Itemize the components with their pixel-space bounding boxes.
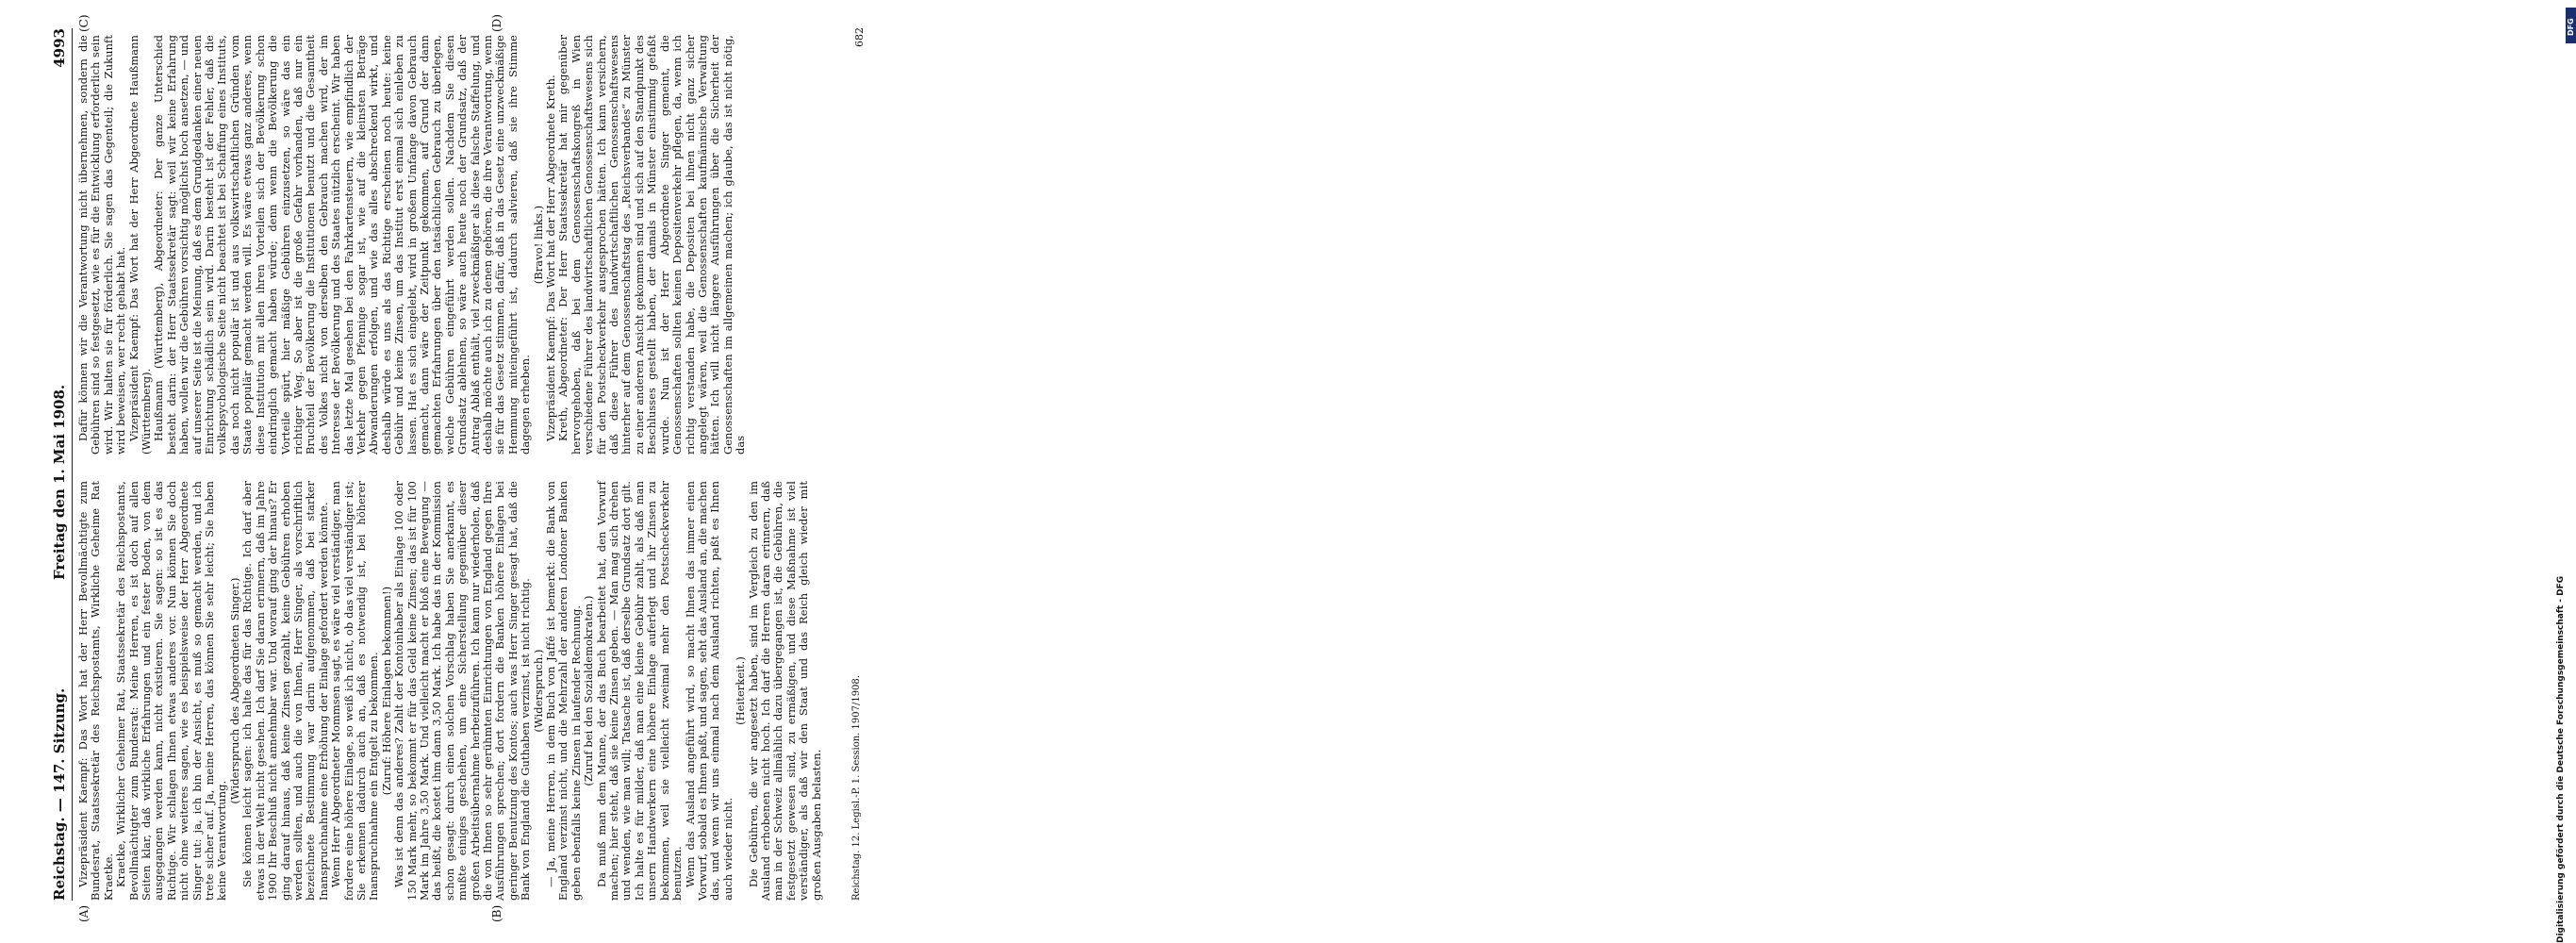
text-column-right xyxy=(77,35,748,455)
paragraph: Vizepräsident Kaempf: Das Wort hat der Herr Bevollmächtigte zum Bundesrat, Staatssekretär des Reichspostamts, Wirkliche Geheime Rat Kraetke. xyxy=(76,481,115,901)
header-session: Reichstag. — 147. Sitzung. xyxy=(51,687,68,901)
paragraph: (Zuruf bei den Sozialdemokraten.) xyxy=(582,595,596,786)
page-footer: Reichstag. 12. Legisl.-P. 1. Session. 1907/1908. xyxy=(851,675,862,901)
paragraph: (Widerspruch.) xyxy=(531,649,545,733)
paragraph: Wenn das Ausland angeführt wird, so macht Ihnen das immer einen Vorwurf, sobald es Ihnen paßt, und sagen, seht das Ausland an, die machen das, und wenn wir uns einmal nach dem Ausland richten, paßt es Ihnen auch wieder nicht. xyxy=(683,481,735,901)
paragraph: Vizepräsident Kaempf: Das Wort hat der Herr Abgeordnete Kreth. xyxy=(544,74,558,441)
dfg-attribution-text: Digitalisierung gefördert durch die Deutsche Forschungsgemeinschaft - DFG xyxy=(2556,575,2566,943)
text-column-left xyxy=(77,481,823,901)
paragraph: — Ja, meine Herren, in dem Buch von Jaffé ist bemerkt: die Bank von England verzinst nicht, und die Mehrzahl der anderen Londoner Banken geben ebenfalls keine Zinsen in laufender Rechnung. xyxy=(544,481,583,901)
paragraph: Kraetke, Wirklicher Geheimer Rat, Staatssekretär des Reichspostamts, Bevollmächtigter zum Bundesrat: Meine Herren, es ist doch auf allen Seiten klar, daß wirkliche Erfahrungen und ein fester Boden, von dem ausgegangen werden kann, nicht existieren. Sie sagen: so ist es das Richtige. Wir schlagen Ihnen etwas anderes vor. Nun können Sie doch nicht ohne weiteres sagen, wie es beispielsweise der Herr Abgeordnete Singer tut: ja, ich bin der Ansicht, es muß so gemacht werden, und ich trete sicher auf. Ja, meine Herren, das können Sie sehr leicht; Sie haben keine Verantwortung. xyxy=(114,481,229,901)
header-page-number: 4993 xyxy=(51,28,68,68)
paragraph: Kreth, Abgeordneter: Der Herr Staatssekretär hat mir gegenüber hervorgehoben, daß bei dem Genossenschaftskongreß in Wien verschiedene Führer des landwirtschaftlichen Genossenschaftswesens sich für den Postscheckverkehr ausgesprochen hätten. Ich kann versichern, daß diese Führer des landwirtschaftlichen Genossenschaftswesens hinterher auf dem Genossenschaftstag des „Reichsverbandes“ zu Münster zu einer anderen Ansicht gekommen sind und sich auf den Standpunkt des Beschlusses gestellt haben, der damals in Münster einstimmig gefaßt wurde. Nun ist der Herr Abgeordnete Singer gemeint, die Genossenschaften sollten keinen Depositenverkehr pflegen, da, wenn ich richtig verstanden habe, die Depositen bei ihnen nicht ganz sicher angelegt wären, weil die Genossenschaften kaufmännische Verwaltung hätten. Ich will nicht längere Ausführungen über die Sicherheit der Genossenschaften im allgemeinen machen; ich glaube, das ist nicht nötig, das xyxy=(556,35,748,455)
paragraph: Was ist denn das anderes? Zahlt der Kontoinhaber als Einlage 100 oder 150 Mark mehr, so bekommt er für das Geld keine Zinsen; das ist für 100 Mark im Jahre 3,50 Mark. Und vielleicht macht er bloß eine Bewegung — das heißt, die kostet ihm dann 3,50 Mark. Ich habe das in der Kommission schon gesagt: durch einen solchen Vorschlag haben Sie anerkannt, es mußte einiges geschehen, um eine Sicherstellung gegenüber dieser großen Arbeitsübernahme herbeizuführen. Ich kann nur wiederholen, daß die von Ihnen so sehr gerühmten Einrichtungen von England gegen Ihre Ausführungen sprechen; dort fordern die Banken höhere Einlagen bei geringer Benutzung des Kontos; auch was Herr Singer gesagt hat, daß die Bank von England die Guthaben verzinst, ist nicht richtig. xyxy=(392,481,533,901)
paragraph: (Zuruf: Höhere Einlagen bekommen!) xyxy=(379,586,393,796)
paragraph: Die Gebühren, die wir angesetzt haben, sind im Vergleich zu den im Ausland erhobenen nicht hoch. Ich darf die Herren daran erinnern, daß man in der Schweiz allmählich dazu übergegangen ist, die Gebühren, die festgesetzt gewesen sind, zu ermäßigen, und diese Maßnahme ist viel verständiger, als daß wir den Staat und das Reich gleich wieder mit großen Ausgaben belasten. xyxy=(746,481,823,901)
paragraph: (Bravo! links.) xyxy=(531,205,545,285)
paragraph: Da muß man dem Manne, der das Buch bearbeitet hat, den Vorwurf machen; hier steht, daß sie keine Zinsen geben. — Man mag sich drehen und wenden, wie man will; Tatsache ist, daß derselbe Grundsatz dort gilt. Ich halte es für milder, daß man eine kleine Gebühr zahlt, als daß man unsern Handwerkern eine höhere Einlage auferlegt und ihr Zinsen zu bekommen, weil sie vielleicht zweimal mehr den Postscheckverkehr benutzen. xyxy=(594,481,685,901)
folio-number: 682 xyxy=(853,27,866,47)
paragraph: (Widerspruch des Abgeordneten Singer.) xyxy=(227,577,241,804)
page-header xyxy=(49,28,73,901)
margin-marker-b: (B) xyxy=(490,904,504,922)
paragraph: (Heiterkeit.) xyxy=(734,656,748,725)
paragraph: Haußmann (Württemberg), Abgeordneter: Der ganze Unterschied besteht darin: der Herr Staatssekretär sagt: weil wir keine Erfahrung haben, wollen wir die Gebühren vorsichtig möglichst hoch ansetzen, — und auf unserer Seite ist die Meinung, daß es dem Grundgedanken einer neuen Einrichtung schädlich sein wird. Darin besteht ist der Fehler, daß die volkspsychologische Seite nicht beachtet ist bei Schaffung eines Instituts, das noch nicht populär ist und aus volkswirtschaftlichen Gründen vom Staate populär gemacht werden will. Es wäre etwas ganz anderes, wenn diese Institution mit allen ihren Vorteilen sich der Bevölkerung schon eindringlich gemacht haben würde; denn wenn die Bevölkerung die Vorteile spürt, hier mäßige Gebühren einzusetzen, so wäre das ein richtiger Weg. So aber ist die große Gefahr vorhanden, daß nur ein Bruchteil der Bevölkerung die Institutionen benutzt und die Gesamtheit des Volkes nicht von derselben den Gebrauch machen wird, der im Interesse der Bevölkerung und des Staates nützlich erscheint. Wir haben das letzte Mal gesehen bei den Fahrkartensteuern, wie empfindlich der Verkehr gegen Pfennige sogar ist, wie auf die kleinsten Beträge Abwanderungen erfolgen, und wie das alles abschreckend wirkt, und deshalb würde es uns als das Richtige erscheinen noch heute: keine Gebühr und keine Zinsen, um das Institut erst einmal sich einleben zu lassen. Hat es sich eingelebt, wird in großem Umfange davon Gebrauch gemacht, dann wäre der Zeitpunkt gekommen, auf Grund der dann gemachten Erfahrungen über den tatsächlichen Gebrauch zu überlegen, welche Gebühren eingeführt werden sollen. Nachdem Sie diesen Grundsatz ablehnen, so wäre auch heute noch der Grundsatz, daß der Antrag Ablaß enthält, viel zweckmäßiger als diese falsche Staffelung, und deshalb möchte auch ich zu denen gehören, die ihre Verantwortung, wenn sie für das Gesetz stimmen, dafür, daß in das Gesetz eine unzweckmäßige Hemmung miteingeführt ist, dadurch salvieren, daß sie ihre Stimme dagegen erheben. xyxy=(152,35,533,455)
paragraph: Wenn Herr Abgeordneter Mommsen sagt, es wäre viel verständiger, man fordere eine höhere Einlage, so weiß ich nicht, ob das viel verständiger ist; Sie erkennen dadurch auch an, daß es notwendig ist, bei höherer Inanspruchnahme ein Entgelt zu bekommen. xyxy=(329,481,381,901)
paragraph: Sie können leicht sagen: ich halte das für das Richtige. Ich darf aber etwas in der Welt nicht gesehen. Ich darf Sie daran erinnern, daß im Jahre 1900 Ihr Beschluß nicht annehmbar war. Und worauf ging der hinaus? Er ging darauf hinaus, daß keine Zinsen gezahlt, keine Gebühren erhoben werden sollten, und auch die von Ihnen, Herr Singer, als vorschriftlich bezeichnete Bestimmung war darin aufgenommen, daß bei starker Inanspruchnahme eine Erhöhung der Einlage gefordert werden könnte. xyxy=(240,481,330,901)
paragraph: Vizepräsident Kaempf: Das Wort hat der Herr Abgeordnete Haußmann (Württemberg). xyxy=(126,35,154,455)
dfg-attribution xyxy=(1273,0,2575,943)
dfg-logo: DFG xyxy=(2566,8,2576,43)
margin-marker-a: (A) xyxy=(77,904,91,922)
margin-marker-d: (D) xyxy=(490,14,504,32)
header-date: Freitag den 1. Mai 1908. xyxy=(51,384,68,580)
document-page xyxy=(0,0,1263,943)
margin-marker-c: (C) xyxy=(77,14,91,32)
paragraph: Dafür können wir die Verantwortung nicht übernehmen, sondern die Gebühren sind so festgesetzt, wie es für die Entwicklung erforderlich sein wird. Wir halten sie für förderlich. Sie sagen das Gegenteil; die Zukunft wird beweisen, wer recht gehabt hat. xyxy=(76,35,128,455)
